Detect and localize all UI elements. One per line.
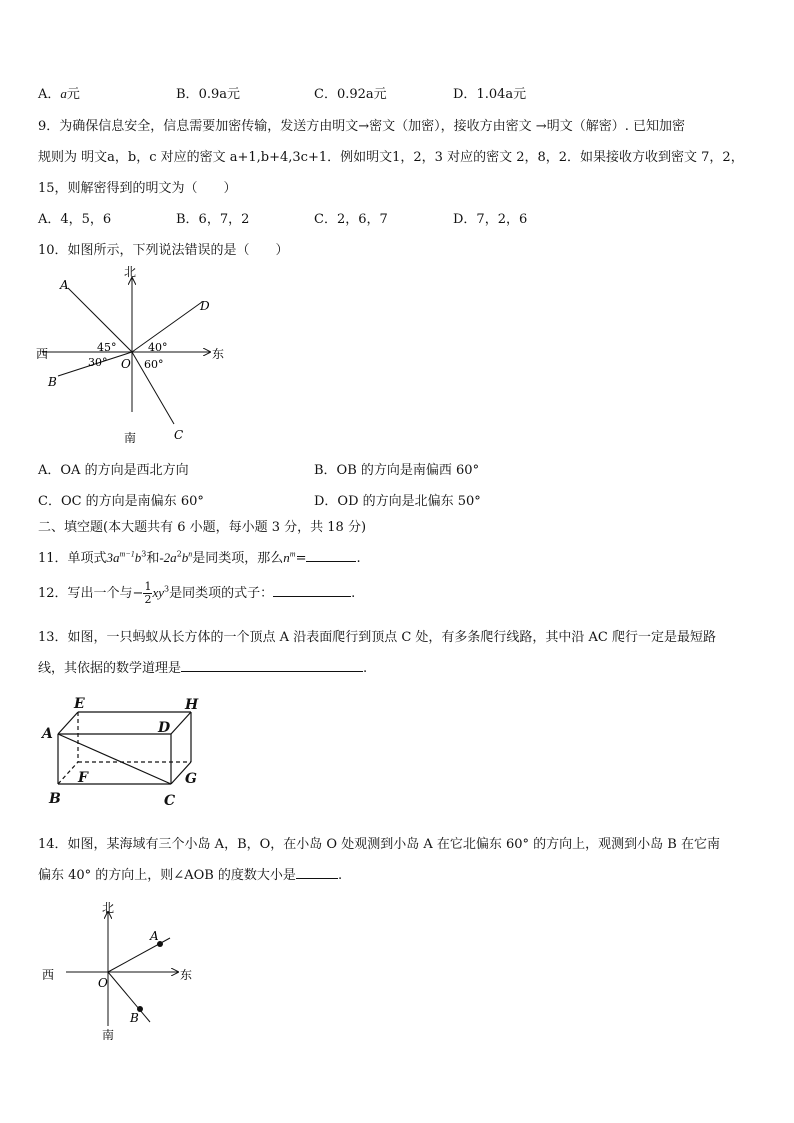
label-west: 西 (42, 968, 55, 982)
q13-answer-blank[interactable] (181, 659, 363, 672)
q12-line: 12．写出一个与− $\frac{1}{2}$ $xy^3$是同类项的式子： . (38, 580, 356, 606)
q14-line-2: 偏东 40° 的方向上，则∠AOB 的度数大小是 . (38, 868, 343, 883)
angle-30: 30° (88, 356, 108, 369)
label-west: 西 (36, 347, 49, 361)
q9-option-b: B．6，7，2 (176, 212, 250, 227)
vertex-a: A (42, 726, 53, 742)
angle-45: 45° (97, 341, 117, 354)
q8-option-c: C．0.92a元 (314, 87, 387, 102)
vertex-g: G (185, 771, 197, 787)
vertex-h: H (185, 697, 199, 713)
q8-option-d: D．1.04a元 (453, 87, 527, 102)
fraction-one-half: $\frac{1}{2}$ (144, 580, 152, 606)
edge-dh (171, 712, 191, 734)
q12-answer-blank[interactable] (273, 584, 351, 597)
label-south: 南 (124, 431, 137, 445)
q14-answer-blank[interactable] (296, 866, 338, 879)
q10-option-a: A．OA 的方向是西北方向 (38, 463, 189, 478)
label-south: 南 (102, 1028, 115, 1042)
q9-line-3: 15，则解密得到的明文为（ ） (38, 181, 237, 196)
label-east: 东 (212, 347, 225, 361)
label-o: O (98, 976, 108, 990)
vertex-f: F (78, 770, 88, 786)
q9-line-1: 9．为确保信息安全，信息需要加密传输，发送方由明文→密文（加密），接收方由密文 →明文（解密）. 已知加密 (38, 119, 685, 134)
label-b: B (130, 1011, 139, 1025)
q10-option-b: B．OB 的方向是南偏西 60° (314, 463, 480, 478)
label-d: D (200, 299, 210, 313)
label-east: 东 (180, 968, 193, 982)
angle-60: 60° (144, 358, 164, 371)
q14-compass-figure (36, 898, 206, 1046)
ray-ob (108, 972, 150, 1022)
q13-line-1: 13．如图，一只蚂蚁从长方体的一个顶点 A 沿表面爬行到顶点 C 处，有多条爬行线路，其中沿 AC 爬行一定是最短路 (38, 630, 717, 645)
label-c: C (174, 428, 184, 442)
vertex-b: B (49, 791, 61, 807)
edge-ae (58, 712, 78, 734)
label-north: 北 (102, 901, 115, 915)
q14-line-1: 14．如图，某海域有三个小岛 A，B，O，在小岛 O 处观测到小岛 A 在它北偏东 60° 的方向上，观测到小岛 B 在它南 (38, 837, 720, 852)
vertex-c: C (164, 793, 176, 809)
q13-cuboid-figure (38, 694, 208, 810)
q10-option-d: D．OD 的方向是北偏东 50° (314, 494, 481, 509)
section-heading: 二、填空题(本大题共有 6 小题，每小题 3 分，共 18 分) (38, 520, 367, 535)
q11-line: 11．单项式$3a^{m-1}b^3$和$-2a^2b^n$是同类项，那么$n^m=$ . (38, 549, 361, 566)
q10-option-c: C．OC 的方向是南偏东 60° (38, 494, 204, 509)
hidden-edge-bf (58, 762, 78, 784)
q9-option-d: D．7，2，6 (453, 212, 528, 227)
label-north: 北 (124, 265, 137, 279)
q9-option-c: C．2，6，7 (314, 212, 388, 227)
label-o: O (121, 357, 131, 371)
q13-line-2: 线，其依据的数学道理是 . (38, 661, 368, 676)
label-a: A (150, 929, 159, 943)
angle-40: 40° (148, 341, 168, 354)
segment-ac (58, 734, 171, 784)
q10-compass-figure (30, 262, 230, 446)
label-a: A (60, 278, 69, 292)
q9-option-a: A．4，5，6 (38, 212, 112, 227)
q10-stem: 10．如图所示，下列说法错误的是（ ） (38, 243, 289, 258)
label-b: B (48, 375, 57, 389)
q8-option-b: B．0.9a元 (176, 87, 241, 102)
q9-line-2: 规则为 明文a，b，c 对应的密文 a+1,b+4,3c+1．例如明文1，2，3 对应的密文 2，8，2．如果接收方收到密文 7，2， (38, 150, 744, 165)
vertex-d: D (158, 720, 171, 736)
q11-answer-blank[interactable] (306, 549, 356, 562)
q8-option-a: A．a元 (38, 86, 80, 102)
vertex-e: E (74, 696, 85, 712)
